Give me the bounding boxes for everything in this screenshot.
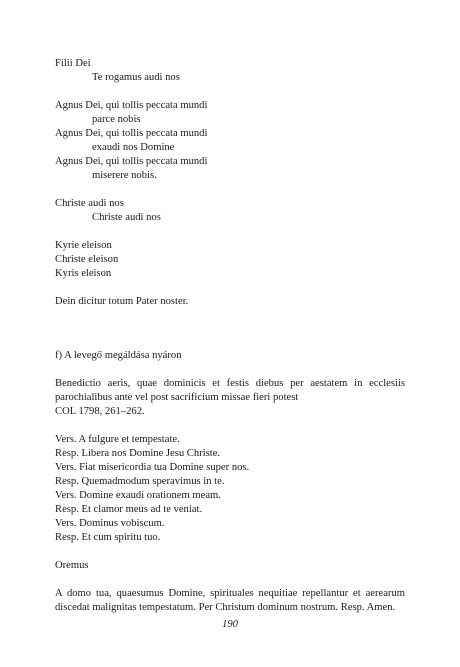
versicle-line: Resp. Et clamor meus ad te veniat. bbox=[55, 504, 203, 515]
litany-response: Christe audi nos bbox=[92, 212, 161, 223]
spacer bbox=[55, 419, 405, 433]
litany-line: Filii Dei bbox=[55, 58, 91, 69]
oremus-line: Oremus bbox=[55, 560, 89, 571]
versicle-line: Vers. Fiat misericordia tua Domine super nos. bbox=[55, 462, 250, 473]
litany-line: Kyrie eleison bbox=[55, 240, 112, 251]
spacer bbox=[55, 225, 405, 239]
litany-response: Te rogamus audi nos bbox=[92, 72, 180, 83]
versicle-line: Resp. Quemadmodum speravimus in te. bbox=[55, 476, 225, 487]
litany-line: Christe audi nos bbox=[55, 198, 124, 209]
prayer-paragraph: A domo tua, quaesumus Domine, spirituales nequitiae repellantur et aerearum discedat malignitas tempestatum. Per Christum dominum nostrum. Resp. Amen. bbox=[55, 588, 405, 613]
litany-line: Agnus Dei, qui tollis peccata mundi bbox=[55, 156, 208, 167]
litany-line: Christe eleison bbox=[55, 254, 119, 265]
section-heading: f) A levegő megáldása nyáron bbox=[55, 350, 182, 361]
page-number: 190 bbox=[222, 619, 238, 630]
spacer bbox=[55, 281, 405, 295]
source-citation: COL 1798, 261–262. bbox=[55, 406, 145, 417]
rubric-line: Dein dicitur totum Pater noster. bbox=[55, 296, 189, 307]
litany-response: exaudi nos Domine bbox=[92, 142, 175, 153]
section-rubric: Benedictio aeris, quae dominicis et festis diebus per aestatem in ecclesiis parochialibus ante vel post sacrificium missae fieri potest bbox=[55, 378, 405, 403]
versicle-line: Vers. Dominus vobiscum. bbox=[55, 518, 165, 529]
versicle-line: Vers. A fulgure et tempestate. bbox=[55, 434, 180, 445]
spacer bbox=[55, 545, 405, 559]
spacer bbox=[55, 309, 405, 335]
versicle-line: Resp. Libera nos Domine Jesu Christe. bbox=[55, 448, 221, 459]
spacer bbox=[55, 183, 405, 197]
litany-line: Kyris eleison bbox=[55, 268, 112, 279]
spacer bbox=[55, 85, 405, 99]
spacer bbox=[55, 573, 405, 587]
spacer bbox=[55, 363, 405, 377]
versicle-line: Resp. Et cum spiritu tuo. bbox=[55, 532, 161, 543]
page-body bbox=[55, 57, 405, 615]
litany-line: Agnus Dei, qui tollis peccata mundi bbox=[55, 128, 208, 139]
litany-line: Agnus Dei, qui tollis peccata mundi bbox=[55, 100, 208, 111]
versicle-line: Vers. Domine exaudi orationem meam. bbox=[55, 490, 221, 501]
spacer bbox=[55, 335, 405, 349]
litany-response: miserere nobis. bbox=[92, 170, 157, 181]
litany-response: parce nobis bbox=[92, 114, 141, 125]
